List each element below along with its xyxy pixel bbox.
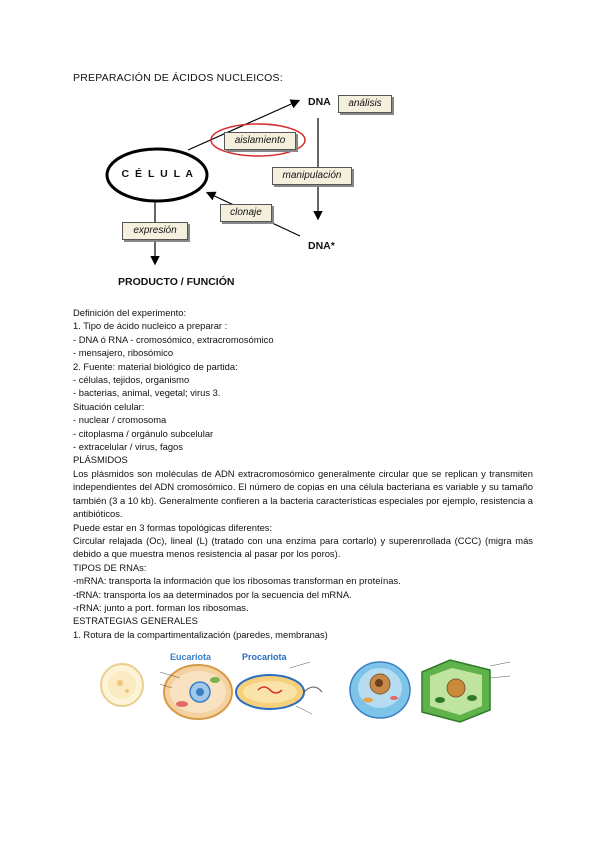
text-line: 1. Tipo de ácido nucleico a preparar : [73,320,228,332]
cell-label: C É L U L A [121,168,195,180]
diagram-arrows [0,0,600,300]
text-line: Situación celular: [73,400,145,412]
tag-expresion: expresión [122,222,188,240]
product-label: PRODUCTO / FUNCIÓN [118,276,235,288]
procariota-label: Procariota [242,652,287,662]
animal-cell-image [350,662,410,718]
text-line: 2. Fuente: material biológico de partida: [73,360,238,372]
text-line: - nuclear / cromosoma [73,414,167,426]
text-line: 1. Rotura de la compartimentalización (paredes, membranas) [73,628,328,640]
preparation-diagram [0,0,600,300]
text-line: - bacterias, animal, vegetal; virus 3. [73,387,221,399]
plant-cell-image [422,660,510,722]
section-heading-plasmidos: PLÁSMIDOS [73,454,128,466]
procariota-image [236,652,322,714]
tag-analisis: análisis [338,95,392,113]
text-line: - citoplasma / orgánulo subcelular [73,427,214,439]
cell-illustrations [100,648,520,723]
text-line: -mRNA: transporta la información que los ribosomas transforman en proteínas. [73,575,401,587]
tag-aislamiento: aislamiento [224,132,296,150]
forms-paragraph: Circular relajada (Oc), lineal (L) (tratado con una enzima para cortarlo) y superenrollada (CCC) (migra más debido a que muestra menos resistencia al pasar por los poros). [73,534,533,560]
eucariota-label: Eucariota [170,652,212,662]
tag-manipulacion: manipulación [272,167,352,185]
text-line: Definición del experimento: [73,307,187,318]
document-title: PREPARACIÓN DE ÁCIDOS NUCLEICOS: [73,72,283,84]
dna-star-label: DNA* [308,240,335,252]
tag-clonaje: clonaje [220,204,272,222]
text-line: - mensajero, ribosómico [73,347,174,359]
text-line: -tRNA: transporta los aa determinados por la secuencia del mRNA. [73,588,352,600]
body-text [73,306,533,641]
text-line: - DNA ó RNA - cromosómico, extracromosómico [73,333,274,345]
text-line: - extracelular / virus, fagos [73,441,183,453]
dna-label: DNA [308,96,331,108]
section-heading-rna: TIPOS DE RNAs: [73,561,147,573]
section-heading-estrategias: ESTRATEGIAS GENERALES [73,615,198,627]
round-cell-image [101,664,143,706]
text-line: - células, tejidos, organismo [73,374,190,386]
text-line: Puede estar en 3 formas topológicas diferentes: [73,521,273,533]
text-line: -rRNA: junto a port. forman los ribosomas. [73,601,249,613]
plasmid-paragraph: Los plásmidos son moléculas de ADN extracromosómico generalmente circular que se replican y transmiten independientes del ADN cromosómico. El número de copias en una célula bacteriana es variable y su tamaño también (3 a 10 kb). Generalmente confieren a la bacteria características especiales por ejemplo, resistencia a antibióticos. [73,467,533,520]
cell-images-strip [100,648,520,723]
